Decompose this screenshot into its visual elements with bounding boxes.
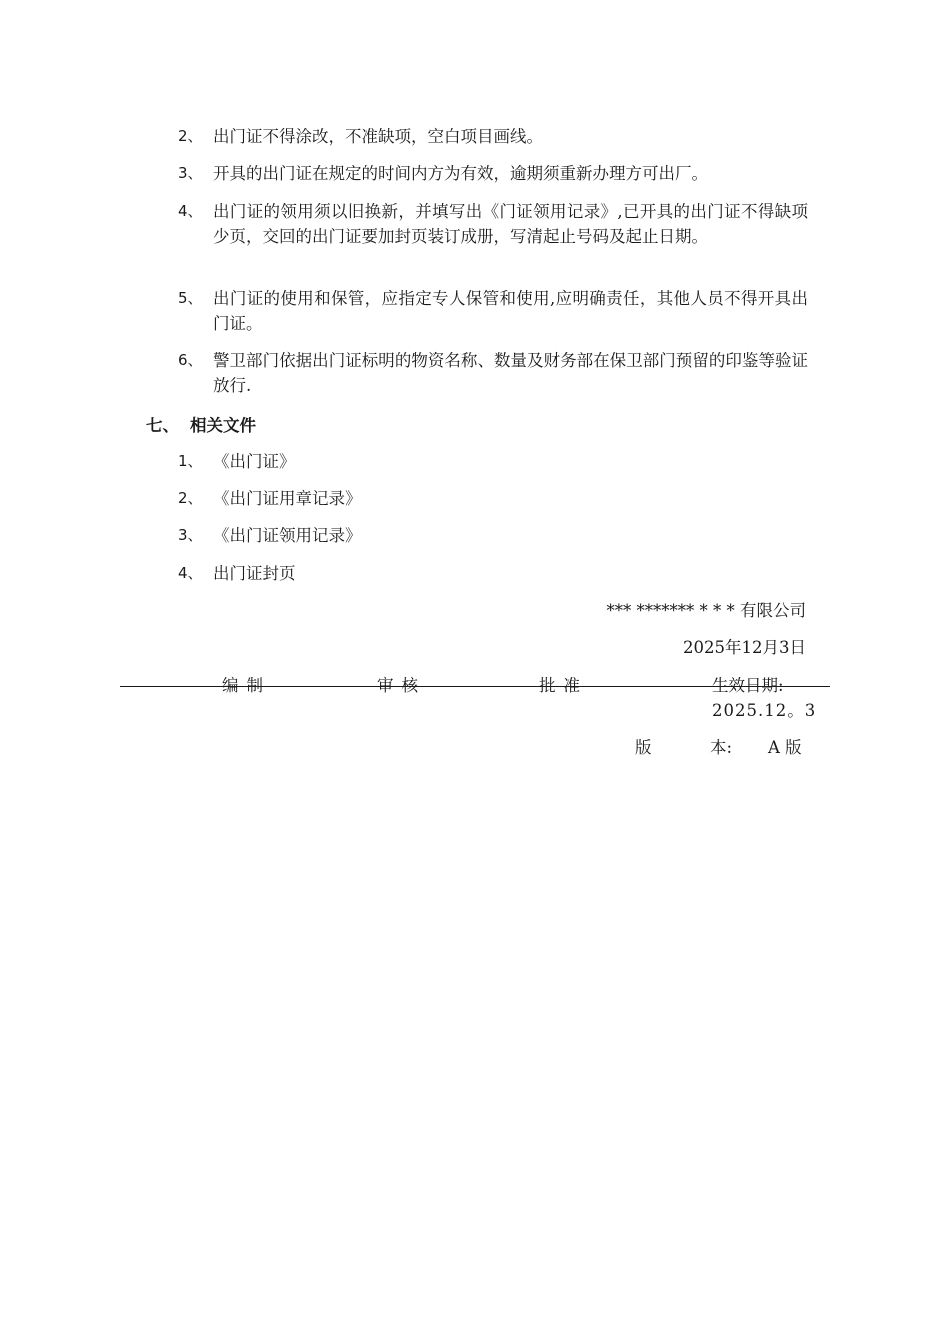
section-number: 七、 — [146, 416, 179, 435]
item-number: 6、 — [178, 351, 203, 369]
item-text: 出门证封页 — [213, 564, 296, 583]
item-text: 出门证的领用须以旧换新，并填写出《门证领用记录》,已开具的出门证不得缺项少页，交回的出门证要加封页装订成册，写清起止号码及起止日期。 — [213, 202, 808, 246]
approve-label: 批准 — [539, 676, 588, 695]
version-label-b: 本: — [710, 738, 733, 757]
item-text: 出门证不得涂改，不准缺项，空白项目画线。 — [213, 127, 543, 146]
item-text: 《出门证用章记录》 — [213, 489, 362, 508]
effective-date-label: 生效日期: — [712, 676, 784, 695]
issue-date: 2025年12月3日 — [683, 638, 806, 657]
section-heading — [146, 413, 256, 438]
item-text: 《出门证》 — [213, 452, 296, 471]
version-value: A 版 — [768, 738, 802, 757]
item-text: 出门证的使用和保管，应指定专人保管和使用,应明确责任，其他人员不得开具出门证。 — [213, 289, 808, 333]
item-number: 2、 — [178, 489, 203, 507]
item-number: 1、 — [178, 452, 203, 470]
item-number: 3、 — [178, 526, 203, 544]
item-number: 3、 — [178, 164, 203, 182]
effective-date-value: 2025.12。3 — [712, 701, 817, 720]
review-label: 审核 — [377, 676, 426, 695]
item-number: 5、 — [178, 289, 203, 307]
item-number: 4、 — [178, 564, 203, 582]
item-text: 《出门证领用记录》 — [213, 526, 362, 545]
section-title: 相关文件 — [190, 416, 256, 435]
company-name: *** ******* * * * 有限公司 — [606, 601, 806, 620]
item-number: 2、 — [178, 127, 203, 145]
version-label-a: 版 — [635, 738, 652, 757]
item-text: 警卫部门依据出门证标明的物资名称、数量及财务部在保卫部门预留的印鉴等验证放行. — [213, 351, 808, 395]
compile-label: 编制 — [222, 676, 271, 695]
item-number: 4、 — [178, 202, 203, 220]
item-text: 开具的出门证在规定的时间内方为有效，逾期须重新办理方可出厂。 — [213, 164, 708, 183]
